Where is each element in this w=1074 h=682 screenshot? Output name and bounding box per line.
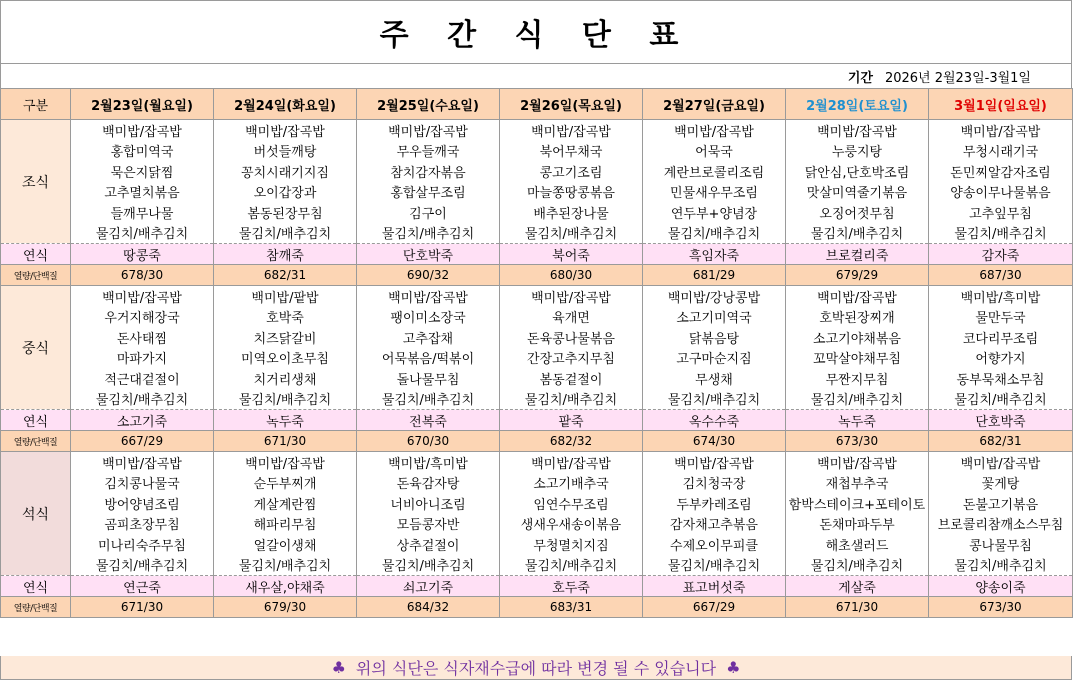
dish-row [1, 286, 1073, 307]
dish-cell: 꽃게탕 [929, 473, 1073, 494]
snack-cell: 게살죽 [786, 576, 929, 597]
dish-cell: 물김치/배추김치 [643, 555, 786, 576]
snack-cell: 팥죽 [500, 410, 643, 431]
weekly-menu-table [0, 88, 1073, 618]
dish-cell: 생새우새송이볶음 [500, 514, 643, 535]
dish-cell: 누룽지탕 [786, 141, 929, 162]
dish-row [1, 182, 1073, 203]
dish-cell: 닭안심,단호박조림 [786, 161, 929, 182]
dish-cell: 물김치/배추김치 [214, 389, 357, 410]
period-row [0, 64, 1072, 88]
dish-cell: 물김치/배추김치 [500, 389, 643, 410]
dish-cell: 해초샐러드 [786, 534, 929, 555]
dish-cell: 해파리무침 [214, 514, 357, 535]
dish-cell: 물김치/배추김치 [71, 389, 214, 410]
snack-cell: 표고버섯죽 [643, 576, 786, 597]
dish-cell: 물김치/배추김치 [500, 223, 643, 244]
dish-cell: 백미밥/잡곡밥 [71, 286, 214, 307]
dish-cell: 백미밥/잡곡밥 [214, 120, 357, 141]
dish-cell: 물김치/배추김치 [929, 389, 1073, 410]
footer-text: 위의 식단은 식자재수급에 따라 변경 될 수 있습니다 [355, 659, 717, 678]
header-day: 2월28일(토요일) [786, 89, 929, 120]
dish-cell: 어묵볶음/떡볶이 [357, 348, 500, 369]
snack-label: 연식 [1, 410, 71, 431]
dish-cell: 우거지해장국 [71, 307, 214, 328]
dish-cell: 호박된장찌개 [786, 307, 929, 328]
nutrition-cell: 681/29 [643, 265, 786, 286]
dish-cell: 물김치/배추김치 [500, 555, 643, 576]
club-icon: ♣ [331, 658, 346, 677]
dish-cell: 백미밥/잡곡밥 [786, 120, 929, 141]
dish-cell: 육개면 [500, 307, 643, 328]
dish-row [1, 223, 1073, 244]
nutrition-cell: 679/29 [786, 265, 929, 286]
period-label: 기간 [847, 70, 873, 86]
dish-cell: 돈육감자탕 [357, 473, 500, 494]
snack-cell: 참깨죽 [214, 244, 357, 265]
nutrition-cell: 687/30 [929, 265, 1073, 286]
snack-cell: 단호박죽 [929, 410, 1073, 431]
dish-cell: 모듬콩자반 [357, 514, 500, 535]
dish-cell: 김치콩나물국 [71, 473, 214, 494]
club-icon: ♣ [726, 658, 741, 677]
dish-cell: 간장고추지무침 [500, 348, 643, 369]
dish-cell: 콩고기조림 [500, 161, 643, 182]
dish-cell: 백미밥/잡곡밥 [643, 120, 786, 141]
period-value: 2026년 2월23일-3월1일 [884, 70, 1031, 86]
dish-row [1, 120, 1073, 141]
dish-cell: 물만두국 [929, 307, 1073, 328]
snack-label: 연식 [1, 576, 71, 597]
nutrition-cell: 673/30 [786, 431, 929, 452]
dish-cell: 적근대겉절이 [71, 368, 214, 389]
nutrition-label: 열량/단백질 [1, 431, 71, 452]
snack-cell: 단호박죽 [357, 244, 500, 265]
header-day: 3월1일(일요일) [929, 89, 1073, 120]
dish-row [1, 473, 1073, 494]
dish-cell: 북어무채국 [500, 141, 643, 162]
dish-cell: 치즈닭갈비 [214, 327, 357, 348]
dish-cell: 치거리생채 [214, 368, 357, 389]
dish-cell: 감자채고추볶음 [643, 514, 786, 535]
snack-cell: 감자죽 [929, 244, 1073, 265]
nutrition-cell: 683/31 [500, 597, 643, 618]
snack-cell: 호두죽 [500, 576, 643, 597]
dish-cell: 물김치/배추김치 [214, 555, 357, 576]
dish-cell: 돈육콩나물볶음 [500, 327, 643, 348]
snack-label: 연식 [1, 244, 71, 265]
meal-label: 중식 [1, 286, 71, 410]
dish-cell: 백미밥/잡곡밥 [929, 452, 1073, 473]
nutrition-cell: 671/30 [786, 597, 929, 618]
dish-cell: 백미밥/잡곡밥 [500, 286, 643, 307]
dish-cell: 소고기미역국 [643, 307, 786, 328]
dish-cell: 무우들깨국 [357, 141, 500, 162]
dish-cell: 오징어젓무침 [786, 202, 929, 223]
dish-row [1, 368, 1073, 389]
dish-row [1, 141, 1073, 162]
meal-label: 조식 [1, 120, 71, 244]
dish-cell: 홍합살무조림 [357, 182, 500, 203]
dish-cell: 물김치/배추김치 [214, 223, 357, 244]
dish-row [1, 514, 1073, 535]
dish-cell: 백미밥/잡곡밥 [500, 120, 643, 141]
dish-cell: 꽁치시래기지짐 [214, 161, 357, 182]
dish-cell: 물김치/배추김치 [643, 223, 786, 244]
dish-cell: 물김치/배추김치 [357, 223, 500, 244]
dish-cell: 양송이무나물볶음 [929, 182, 1073, 203]
nutrition-cell: 679/30 [214, 597, 357, 618]
snack-cell: 소고기죽 [71, 410, 214, 431]
dish-cell: 백미밥/잡곡밥 [786, 452, 929, 473]
dish-cell: 들깨무나물 [71, 202, 214, 223]
nutrition-label: 열량/단백질 [1, 597, 71, 618]
dish-row [1, 161, 1073, 182]
dish-cell: 계란브로콜리조림 [643, 161, 786, 182]
dish-cell: 무청시래기국 [929, 141, 1073, 162]
snack-cell: 전복죽 [357, 410, 500, 431]
nutrition-cell: 667/29 [643, 597, 786, 618]
dish-cell: 김치청국장 [643, 473, 786, 494]
dish-cell: 팽이미소장국 [357, 307, 500, 328]
dish-cell: 봄동겉절이 [500, 368, 643, 389]
dish-cell: 수제오이무피클 [643, 534, 786, 555]
nutrition-cell: 680/30 [500, 265, 643, 286]
nutrition-label: 열량/단백질 [1, 265, 71, 286]
dish-cell: 고구마순지짐 [643, 348, 786, 369]
nutrition-cell: 690/32 [357, 265, 500, 286]
dish-cell: 방어양념조림 [71, 493, 214, 514]
dish-cell: 묵은지닭찜 [71, 161, 214, 182]
dish-cell: 브로콜리참깨소스무침 [929, 514, 1073, 535]
dish-cell: 어묵국 [643, 141, 786, 162]
dish-row [1, 307, 1073, 328]
dish-cell: 민물새우무조림 [643, 182, 786, 203]
dish-cell: 함박스테이크+포테이토 [786, 493, 929, 514]
dish-cell: 백미밥/흑미밥 [357, 452, 500, 473]
header-category: 구분 [1, 89, 71, 120]
dish-cell: 물김치/배추김치 [71, 555, 214, 576]
dish-cell: 백미밥/잡곡밥 [357, 120, 500, 141]
dish-row [1, 555, 1073, 576]
dish-cell: 연두부+양념장 [643, 202, 786, 223]
dish-cell: 참치감자볶음 [357, 161, 500, 182]
dish-cell: 두부카레조림 [643, 493, 786, 514]
dish-cell: 미나리숙주무침 [71, 534, 214, 555]
snack-row [1, 576, 1073, 597]
page-title: 주 간 식 단 표 [0, 0, 1072, 64]
dish-cell: 돈채마파두부 [786, 514, 929, 535]
dish-cell: 맛살미역줄기볶음 [786, 182, 929, 203]
dish-cell: 홍합미역국 [71, 141, 214, 162]
snack-cell: 옥수수죽 [643, 410, 786, 431]
snack-cell: 땅콩죽 [71, 244, 214, 265]
nutrition-row [1, 597, 1073, 618]
snack-cell: 북어죽 [500, 244, 643, 265]
dish-cell: 김구이 [357, 202, 500, 223]
dish-cell: 마늘쫑땅콩볶음 [500, 182, 643, 203]
dish-cell: 백미밥/흑미밥 [929, 286, 1073, 307]
dish-cell: 물김치/배추김치 [786, 223, 929, 244]
dish-cell: 고추잎무침 [929, 202, 1073, 223]
dish-cell: 소고기배추국 [500, 473, 643, 494]
snack-cell: 브로컬리죽 [786, 244, 929, 265]
dish-cell: 돈불고기볶음 [929, 493, 1073, 514]
dish-cell: 임연수무조림 [500, 493, 643, 514]
dish-cell: 물김치/배추김치 [929, 555, 1073, 576]
footer-notice [0, 656, 1072, 680]
nutrition-cell: 667/29 [71, 431, 214, 452]
nutrition-row [1, 431, 1073, 452]
header-day: 2월24일(화요일) [214, 89, 357, 120]
header-day: 2월27일(금요일) [643, 89, 786, 120]
dish-cell: 무생채 [643, 368, 786, 389]
dish-cell: 무짠지무침 [786, 368, 929, 389]
header-day: 2월23일(월요일) [71, 89, 214, 120]
dish-cell: 너비아니조림 [357, 493, 500, 514]
dish-cell: 고추잡채 [357, 327, 500, 348]
nutrition-row [1, 265, 1073, 286]
nutrition-cell: 682/31 [929, 431, 1073, 452]
dish-row [1, 389, 1073, 410]
dish-cell: 어향가지 [929, 348, 1073, 369]
dish-cell: 물김치/배추김치 [357, 555, 500, 576]
dish-cell: 마파가지 [71, 348, 214, 369]
nutrition-cell: 671/30 [71, 597, 214, 618]
dish-cell: 오이갑장과 [214, 182, 357, 203]
snack-cell: 양송이죽 [929, 576, 1073, 597]
dish-cell: 백미밥/잡곡밥 [214, 452, 357, 473]
dish-cell: 콩나물무침 [929, 534, 1073, 555]
nutrition-cell: 670/30 [357, 431, 500, 452]
snack-cell: 쇠고기죽 [357, 576, 500, 597]
dish-cell: 백미밥/잡곡밥 [500, 452, 643, 473]
dish-row [1, 348, 1073, 369]
dish-cell: 곰피초장무침 [71, 514, 214, 535]
dish-row [1, 534, 1073, 555]
header-day: 2월26일(목요일) [500, 89, 643, 120]
snack-row [1, 244, 1073, 265]
dish-cell: 무청멸치지짐 [500, 534, 643, 555]
snack-cell: 흑임자죽 [643, 244, 786, 265]
nutrition-cell: 678/30 [71, 265, 214, 286]
header-row [1, 89, 1073, 120]
dish-cell: 소고기야채볶음 [786, 327, 929, 348]
dish-cell: 순두부찌개 [214, 473, 357, 494]
dish-row [1, 327, 1073, 348]
nutrition-cell: 674/30 [643, 431, 786, 452]
snack-cell: 연근죽 [71, 576, 214, 597]
dish-row [1, 493, 1073, 514]
dish-cell: 돌나물무침 [357, 368, 500, 389]
dish-cell: 닭볶음탕 [643, 327, 786, 348]
snack-cell: 녹두죽 [214, 410, 357, 431]
meal-label: 석식 [1, 452, 71, 576]
nutrition-cell: 682/31 [214, 265, 357, 286]
snack-row [1, 410, 1073, 431]
nutrition-cell: 684/32 [357, 597, 500, 618]
dish-cell: 버섯들깨탕 [214, 141, 357, 162]
dish-cell: 물김치/배추김치 [929, 223, 1073, 244]
nutrition-cell: 673/30 [929, 597, 1073, 618]
dish-cell: 돈민찌알감자조림 [929, 161, 1073, 182]
dish-cell: 상추겉절이 [357, 534, 500, 555]
snack-cell: 새우살,야채죽 [214, 576, 357, 597]
dish-cell: 물김치/배추김치 [786, 555, 929, 576]
dish-cell: 백미밥/팥밥 [214, 286, 357, 307]
dish-cell: 얼갈이생채 [214, 534, 357, 555]
dish-cell: 돈사태찜 [71, 327, 214, 348]
dish-cell: 물김치/배추김치 [643, 389, 786, 410]
dish-cell: 백미밥/잡곡밥 [71, 452, 214, 473]
dish-cell: 게살계란찜 [214, 493, 357, 514]
dish-cell: 백미밥/강낭콩밥 [643, 286, 786, 307]
dish-cell: 코다리무조림 [929, 327, 1073, 348]
snack-cell: 녹두죽 [786, 410, 929, 431]
nutrition-cell: 682/32 [500, 431, 643, 452]
dish-cell: 고추멸치볶음 [71, 182, 214, 203]
dish-cell: 재첩부추국 [786, 473, 929, 494]
dish-cell: 백미밥/잡곡밥 [71, 120, 214, 141]
dish-cell: 백미밥/잡곡밥 [929, 120, 1073, 141]
dish-cell: 백미밥/잡곡밥 [643, 452, 786, 473]
dish-cell: 호박죽 [214, 307, 357, 328]
header-day: 2월25일(수요일) [357, 89, 500, 120]
dish-cell: 물김치/배추김치 [357, 389, 500, 410]
dish-cell: 물김치/배추김치 [71, 223, 214, 244]
dish-cell: 봄동된장무침 [214, 202, 357, 223]
nutrition-cell: 671/30 [214, 431, 357, 452]
dish-cell: 꼬막살야채무침 [786, 348, 929, 369]
dish-cell: 백미밥/잡곡밥 [357, 286, 500, 307]
dish-cell: 동부묵채소무침 [929, 368, 1073, 389]
dish-row [1, 202, 1073, 223]
dish-cell: 백미밥/잡곡밥 [786, 286, 929, 307]
dish-cell: 물김치/배추김치 [786, 389, 929, 410]
dish-row [1, 452, 1073, 473]
dish-cell: 배추된장나물 [500, 202, 643, 223]
dish-cell: 미역오이초무침 [214, 348, 357, 369]
